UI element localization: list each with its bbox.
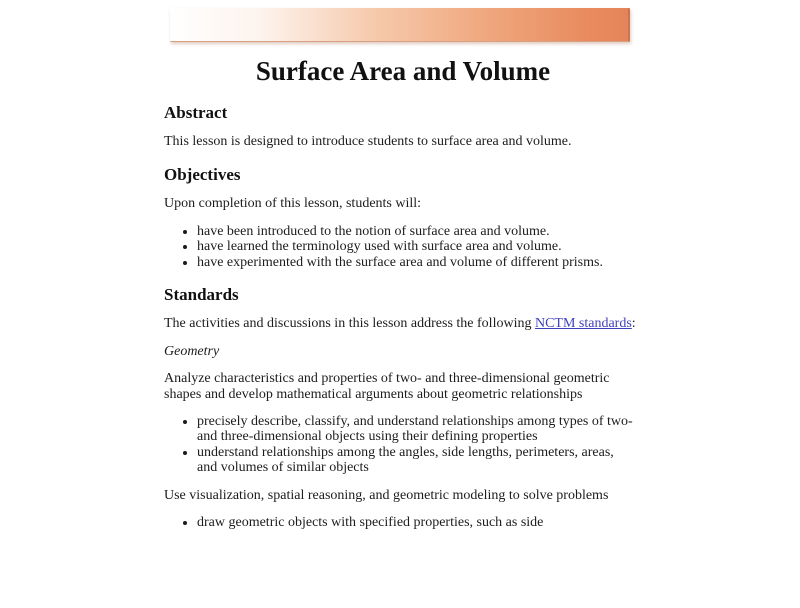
abstract-text: This lesson is designed to introduce students to surface area and volume. <box>164 134 572 150</box>
standard-2-list <box>164 515 642 530</box>
nctm-standards-link[interactable]: NCTM standards <box>534 316 632 332</box>
standard-statement-1: Analyze characteristics and properties of two- and three-dimensional geometric shapes and develop mathematical arguments about geometric relationships <box>164 371 610 402</box>
objective-item: • have learned the terminology used with surface area and volume. <box>197 239 636 254</box>
abstract-heading: Abstract <box>164 102 228 122</box>
standard-1-list <box>164 414 642 476</box>
standards-intro-colon: : <box>631 316 636 332</box>
standard-item: • precisely describe, classify, and understand relationships among types of two- and three-dimensional objects using their defining properties <box>197 414 636 445</box>
objective-item: • have been introduced to the notion of surface area and volume. <box>197 224 636 239</box>
objectives-heading: Objectives <box>164 164 241 184</box>
geometry-subheading: Geometry <box>164 343 220 359</box>
objective-item: • have experimented with the surface area and volume of different prisms. <box>197 255 636 270</box>
standards-intro-text: The activities and discussions in this lesson address the following <box>164 316 535 332</box>
objectives-intro: Upon completion of this lesson, students will: <box>164 196 422 212</box>
standard-item: • draw geometric objects with specified properties, such as side <box>197 515 636 530</box>
standards-heading: Standards <box>164 284 239 304</box>
standard-item: • understand relationships among the angles, side lengths, perimeters, areas, and volumes of similar objects <box>197 445 636 476</box>
page-title: Surface Area and Volume <box>255 56 551 86</box>
lesson-document <box>164 8 642 530</box>
standards-intro <box>164 316 642 331</box>
gradient-banner <box>170 8 630 42</box>
objectives-list <box>164 224 642 270</box>
standard-statement-2: Use visualization, spatial reasoning, and geometric modeling to solve problems <box>164 487 609 503</box>
